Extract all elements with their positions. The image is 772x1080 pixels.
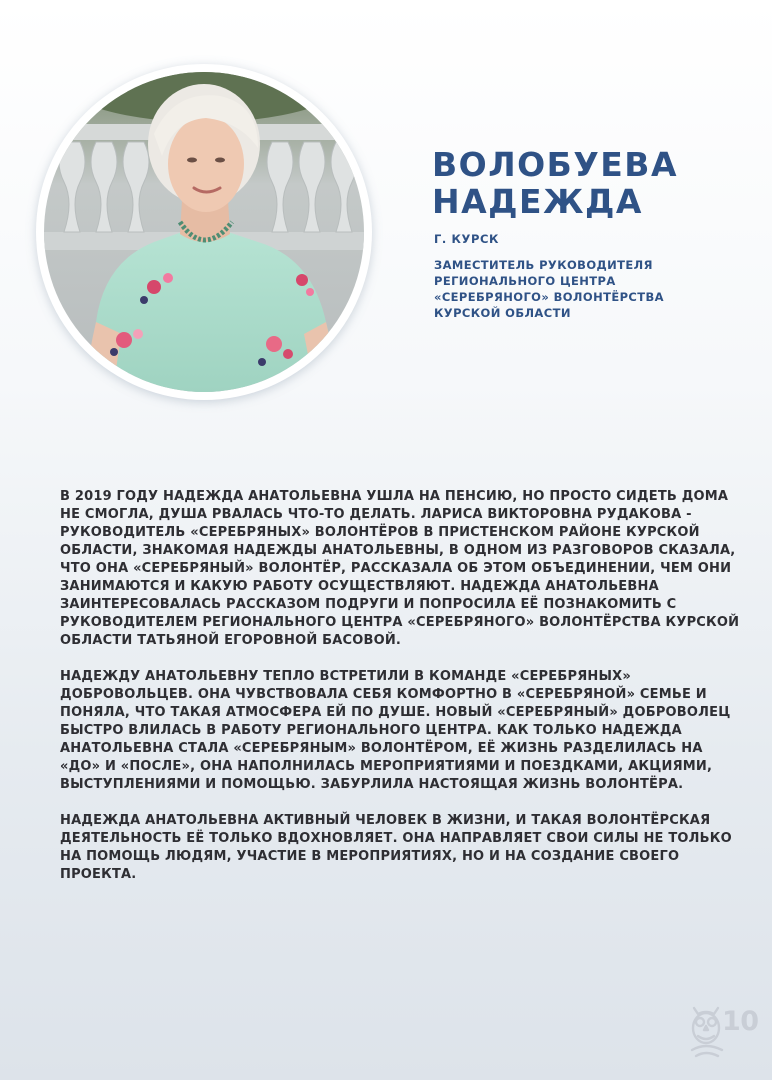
position-line: «СЕРЕБРЯНОГО» ВОЛОНТЁРСТВА: [434, 290, 664, 304]
biography-text: [60, 488, 740, 902]
page-footer-mark: [688, 1002, 764, 1060]
city-label: Г. КУРСК: [434, 232, 500, 246]
position-title: [434, 257, 754, 321]
page-number: 10: [722, 1006, 759, 1037]
portrait-frame: [36, 64, 372, 400]
name-line-surname: ВОЛОБУЕВА: [432, 145, 678, 184]
biography-paragraph: В 2019 ГОДУ НАДЕЖДА АНАТОЛЬЕВНА УШЛА НА ПЕНСИЮ, НО ПРОСТО СИДЕТЬ ДОМА НЕ СМОГЛА, ДУША РВАЛАСЬ ЧТО-ТО ДЕЛАТЬ. ЛАРИСА ВИКТОРОВНА РУДАКОВА - РУКОВОДИТЕЛЬ «СЕРЕБРЯНЫХ» ВОЛОНТЁРОВ В ПРИСТЕНСКОМ РАЙОНЕ КУРСКОЙ ОБЛАСТИ, ЗНАКОМАЯ НАДЕЖДЫ АНАТОЛЬЕВНЫ, В ОДНОМ ИЗ РАЗГОВОРОВ СКАЗАЛА, ЧТО ОНА «СЕРЕБРЯНЫЙ» ВОЛОНТЁР, РАССКАЗАЛА ОБ ЭТОМ ОБЪЕДИНЕНИИ, ЧЕМ ОНИ ЗАНИМАЮТСЯ И КАКУЮ РАБОТУ ОСУЩЕСТВЛЯЮТ. НАДЕЖДА АНАТОЛЬЕВНА ЗАИНТЕРЕСОВАЛАСЬ РАССКАЗОМ ПОДРУГИ И ПОПРОСИЛА ЕЁ ПОЗНАКОМИТЬ С РУКОВОДИТЕЛЕМ РЕГИОНАЛЬНОГО ЦЕНТРА «СЕРЕБРЯНОГО» ВОЛОНТЁРСТВА КУРСКОЙ ОБЛАСТИ ТАТЬЯНОЙ ЕГОРОВНОЙ БАСОВОЙ.: [60, 489, 740, 648]
portrait-photo: [44, 72, 364, 392]
biography-paragraph: НАДЕЖДА АНАТОЛЬЕВНА АКТИВНЫЙ ЧЕЛОВЕК В ЖИЗНИ, И ТАКАЯ ВОЛОНТЁРСКАЯ ДЕЯТЕЛЬНОСТЬ ЕЁ ТОЛЬКО ВДОХНОВЛЯЕТ. ОНА НАПРАВЛЯЕТ СВОИ СИЛЫ НЕ ТОЛЬКО НА ПОМОЩЬ ЛЮДЯМ, УЧАСТИЕ В МЕРОПРИЯТИЯХ, НО И НА СОЗДАНИЕ СВОЕГО ПРОЕКТА.: [60, 813, 732, 882]
position-line: РЕГИОНАЛЬНОГО ЦЕНТРА: [434, 274, 616, 288]
biography-paragraph: НАДЕЖДУ АНАТОЛЬЕВНУ ТЕПЛО ВСТРЕТИЛИ В КОМАНДЕ «СЕРЕБРЯНЫХ» ДОБРОВОЛЬЦЕВ. ОНА ЧУВСТВОВАЛА СЕБЯ КОМФОРТНО В «СЕРЕБРЯНОЙ» СЕМЬЕ И ПОНЯЛА, ЧТО ТАКАЯ АТМОСФЕРА ЕЙ ПО ДУШЕ. НОВЫЙ «СЕРЕБРЯНЫЙ» ДОБРОВОЛЕЦ БЫСТРО ВЛИЛАСЬ В РАБОТУ РЕГИОНАЛЬНОГО ЦЕНТРА. КАК ТОЛЬКО НАДЕЖДА АНАТОЛЬЕВНА СТАЛА «СЕРЕБРЯНЫМ» ВОЛОНТЁРОМ, ЕЁ ЖИЗНЬ РАЗДЕЛИЛАСЬ НА «ДО» И «ПОСЛЕ», ОНА НАПОЛНИЛАСЬ МЕРОПРИЯТИЯМИ И ПОЕЗДКАМИ, АКЦИЯМИ, ВЫСТУПЛЕНИЯМИ И ПОМОЩЬЮ. ЗАБУРЛИЛА НАСТОЯЩАЯ ЖИЗНЬ ВОЛОНТЁРА.: [60, 669, 731, 792]
position-line: КУРСКОЙ ОБЛАСТИ: [434, 306, 571, 320]
name-line-first-name: НАДЕЖДА: [432, 182, 643, 221]
person-name: [432, 146, 678, 220]
owl-icon: [688, 1002, 724, 1060]
position-line: ЗАМЕСТИТЕЛЬ РУКОВОДИТЕЛЯ: [434, 258, 653, 272]
